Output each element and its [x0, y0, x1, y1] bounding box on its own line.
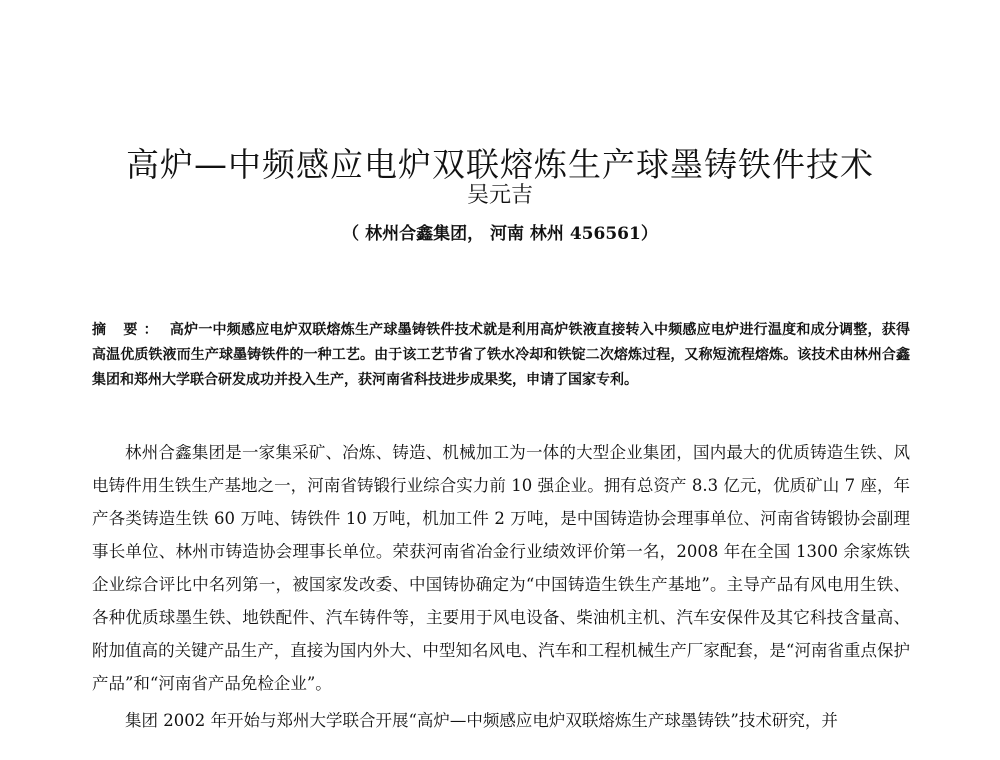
- body-paragraph-2: 集团 2002 年开始与郑州大学联合开展“高炉—中频感应电炉双联熔炼生产球墨铸铁”技术研究，并: [125, 711, 838, 730]
- author-affiliation: （ 林州合鑫集团， 河南 林州 456561）: [342, 224, 658, 244]
- author-name: 吴元吉: [466, 183, 533, 208]
- abstract-block: [92, 318, 910, 393]
- body-paragraph-1: 林州合鑫集团是一家集采矿、冶炼、铸造、机械加工为一体的大型企业集团，国内最大的优质铸造生铁、风电铸件用生铁生产基地之一，河南省铸锻行业综合实力前 10 强企业。拥有总资产 8.3 亿元，优质矿山 7 座，年产各类铸造生铁 60 万吨、铸铁件 10 万吨，机加工件 2 万吨，是中国铸造协会理事单位、河南省铸锻协会副理事长单位、林州市铸造协会理事长单位。荣获河南省冶金行业绩效评价第一名，2008 年在全国 1300 余家炼铁企业综合评比中名列第一，被国家发改委、中国铸协确定为“中国铸造生铁生产基地”。主导产品有风电用生铁、各种优质球墨生铁、地铁配件、汽车铸件等，主要用于风电设备、柴油机主机、汽车安保件及其它科技含量高、附加值高的关键产品生产，直接为国内外大、中型知名风电、汽车和工程机械生产厂家配套，是“河南省重点保护产品”和“河南省产品免检企业”。: [92, 443, 910, 693]
- body-text: [92, 436, 910, 737]
- abstract-text: 高炉一中频感应电炉双联熔炼生产球墨铸铁件技术就是利用高炉铁液直接转入中频感应电炉进行温度和成分调整，获得高温优质铁液而生产球墨铸铁件的一种工艺。由于该工艺节省了铁水冷却和铁锭二次熔炼过程，又称短流程熔炼。该技术由林州合鑫集团和郑州大学联合研发成功并投入生产，获河南省科技进步成果奖，申请了国家专利。: [92, 322, 911, 388]
- paper-title: 高炉—中频感应电炉双联熔炼生产球墨铸铁件技术: [126, 145, 874, 185]
- abstract-label: 摘 要：: [92, 322, 164, 338]
